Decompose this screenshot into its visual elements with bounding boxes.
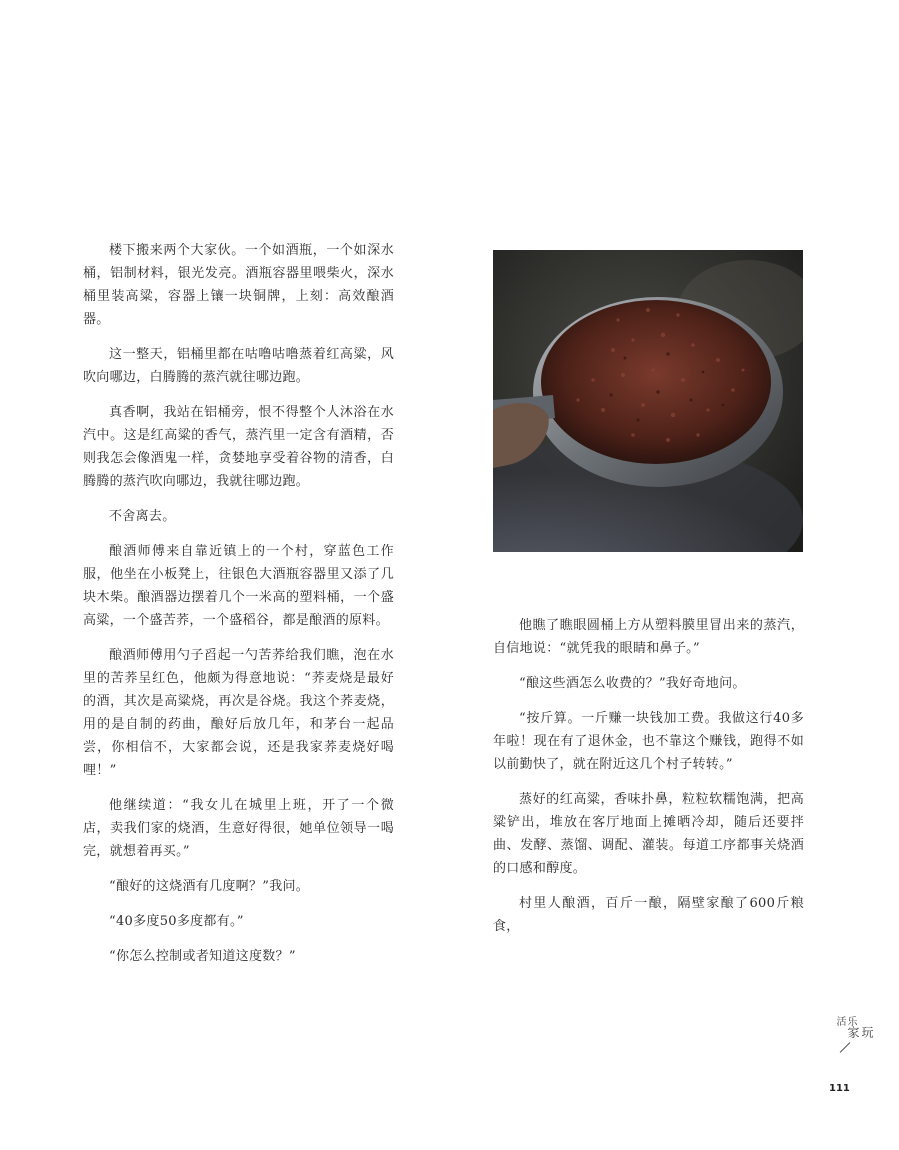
paragraph: 酿酒师傅用勺子舀起一勺苦荞给我们瞧，泡在水里的苦荞呈红色，他颇为得意地说：“荞麦烧是最好的酒，其次是高粱烧，再次是谷烧。我这个荞麦烧，用的是自制的药曲，酿好后放几年，和茅台一起品尝，你相信不，大家都会说，还是我家荞麦烧好喝哩！”: [83, 648, 394, 778]
paragraph: 不舍离去。: [109, 509, 176, 524]
left-text-column: [83, 239, 394, 980]
right-text-column: [493, 614, 804, 950]
paragraph: 村里人酿酒，百斤一酿，隔壁家酿了600斤粮食，: [493, 896, 804, 934]
running-head-column: 玩家: [846, 1026, 874, 1038]
paragraph: “你怎么控制或者知道这度数？”: [109, 949, 296, 964]
paragraph: “40多度50多度都有。”: [109, 914, 244, 929]
paragraph: “酿好的这烧酒有几度啊？”我问。: [109, 879, 310, 894]
paragraph: 酿酒师傅来自靠近镇上的一个村，穿蓝色工作服，他坐在小板凳上，往银色大酒瓶容器里又添了几块木柴。酿酒器边摆着几个一米高的塑料桶，一个盛高粱，一个盛苦荞，一个盛稻谷，都是酿酒的原料。: [83, 544, 394, 628]
running-head-section: 乐活: [834, 1016, 856, 1026]
paragraph: 他瞧了瞧眼圆桶上方从塑料膜里冒出来的蒸汽，自信地说：“就凭我的眼睛和鼻子。”: [493, 618, 804, 656]
paragraph: 楼下搬来两个大家伙。一个如酒瓶，一个如深水桶，铝制材料，银光发亮。酒瓶容器里喂柴火，深水桶里装高粱，容器上镶一块铜牌，上刻：高效酿酒器。: [83, 243, 394, 327]
paragraph: 蒸好的红高粱，香味扑鼻，粒粒软糯饱满，把高粱铲出，堆放在客厅地面上摊晒冷却，随后还要拌曲、发酵、蒸馏、调配、灌装。每道工序都事关烧酒的口感和醇度。: [493, 792, 804, 876]
paragraph: “酿这些酒怎么收费的？”我好奇地问。: [519, 676, 746, 691]
photo-grain-scoop: [493, 250, 803, 552]
running-head-divider: [840, 1042, 851, 1053]
paragraph: “按斤算。一斤赚一块钱加工费。我做这行40多年啦！现在有了退休金，也不靠这个赚钱，跑得不如以前勤快了，就在附近这几个村子转转。”: [493, 711, 804, 772]
paragraph: 他继续道：“我女儿在城里上班，开了一个微店，卖我们家的烧酒，生意好得很，她单位领导一喝完，就想着再买。”: [83, 798, 394, 859]
paragraph: 真香啊，我站在铝桶旁，恨不得整个人沐浴在水汽中。这是红高粱的香气，蒸汽里一定含有酒精，否则我怎会像酒鬼一样，贪婪地享受着谷物的清香，白腾腾的蒸汽吹向哪边，我就往哪边跑。: [83, 405, 394, 489]
paragraph: 这一整天，铝桶里都在咕噜咕噜蒸着红高粱，风吹向哪边，白腾腾的蒸汽就往哪边跑。: [83, 347, 394, 385]
page-number: 111: [829, 1083, 850, 1094]
